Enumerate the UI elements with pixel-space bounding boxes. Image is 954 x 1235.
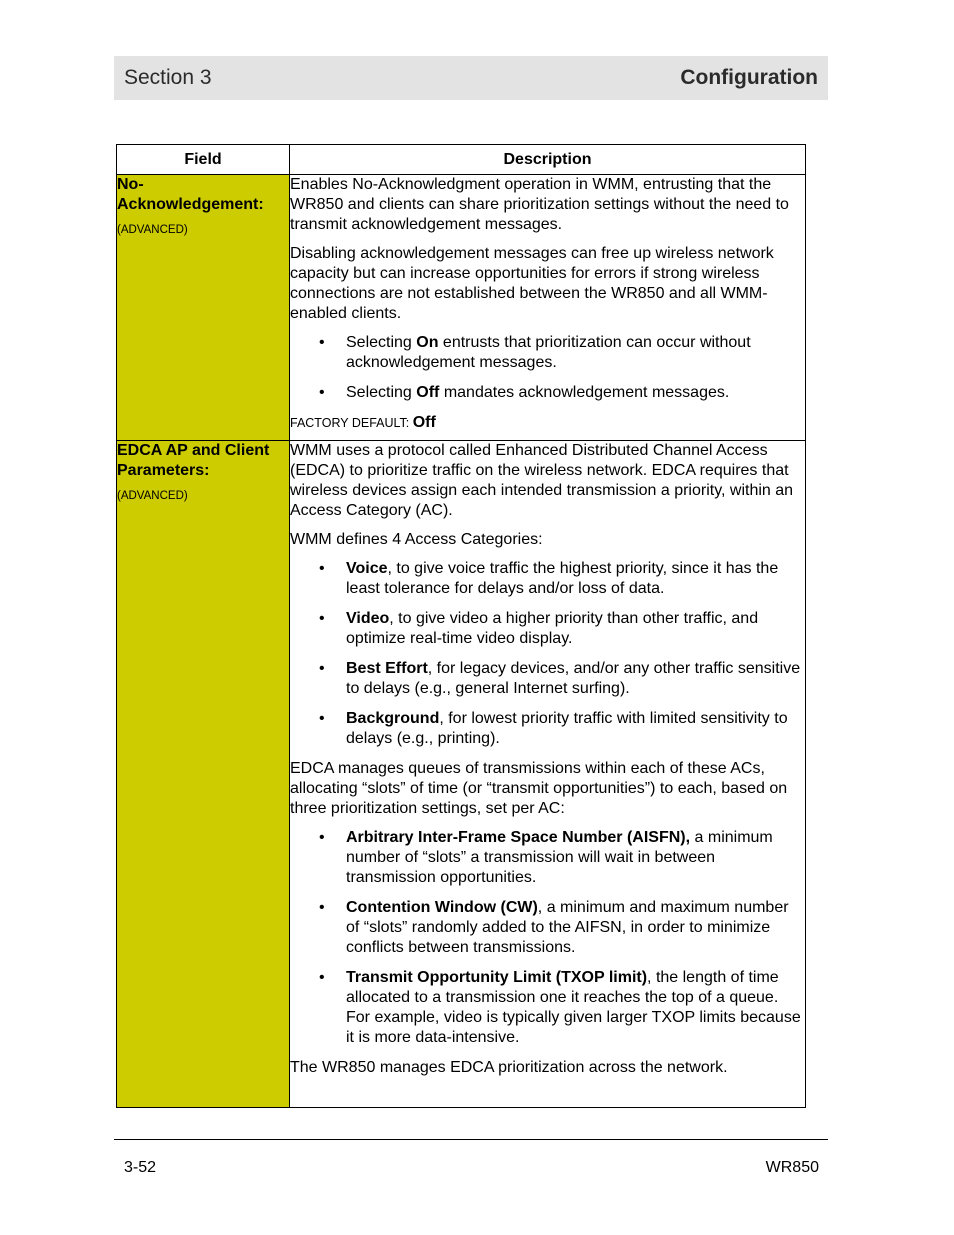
bullet-icon: • bbox=[319, 384, 325, 401]
bullet-icon: • bbox=[319, 660, 325, 677]
field-name: No-Acknowledgement: bbox=[117, 176, 264, 213]
bullet-icon: • bbox=[319, 969, 325, 986]
table-row bbox=[117, 175, 806, 441]
page-number: 3-52 bbox=[124, 1159, 157, 1176]
table-row bbox=[117, 441, 806, 1108]
list-item: • Arbitrary Inter-Frame Space Number (AISFN), a minimum number of “slots” a transmission will wait in between transmission opportunities. bbox=[319, 829, 773, 886]
footer-divider bbox=[114, 1139, 828, 1140]
bullet-icon: • bbox=[319, 560, 325, 577]
chapter-title: Configuration bbox=[680, 66, 818, 89]
list-item: • Contention Window (CW), a minimum and maximum number of “slots” randomly added to the AIFSN, in order to minimize conflicts between transmissions. bbox=[319, 899, 789, 956]
bullet-icon: • bbox=[319, 899, 325, 916]
bullet-icon: • bbox=[319, 710, 325, 727]
page-header bbox=[114, 56, 828, 100]
field-cell bbox=[117, 175, 290, 441]
description-paragraph: WMM uses a protocol called Enhanced Distributed Channel Access (EDCA) to prioritize traffic on the wireless network. EDCA requires that wireless devices assign each intended transmission a priority, within an Access Category (AC). bbox=[290, 442, 794, 519]
description-cell bbox=[290, 175, 806, 441]
list-item: • Transmit Opportunity Limit (TXOP limit), the length of time allocated to a transmission one it reaches the top of a queue. For example, video is typically given larger TXOP limits because it is more data-intensive. bbox=[319, 969, 801, 1046]
factory-default: FACTORY DEFAULT: Off bbox=[290, 414, 436, 431]
description-cell bbox=[290, 441, 806, 1108]
list-item: • Background, for lowest priority traffic with limited sensitivity to delays (e.g., printing). bbox=[319, 710, 788, 747]
advanced-tag: (ADVANCED) bbox=[117, 224, 188, 236]
bullet-icon: • bbox=[319, 610, 325, 627]
description-paragraph: Disabling acknowledgement messages can free up wireless network capacity but can increase opportunities for errors if strong wireless connections are not established between the WR850 and all WMM-enabled clients. bbox=[290, 245, 774, 322]
field-cell bbox=[117, 441, 290, 1108]
access-category-list bbox=[290, 559, 805, 749]
column-header-field: Field bbox=[117, 145, 290, 175]
list-item: • Voice, to give voice traffic the highest priority, since it has the least tolerance for delays and/or loss of data. bbox=[319, 560, 779, 597]
field-name: EDCA AP and Client Parameters: bbox=[117, 442, 270, 479]
field-description-table bbox=[116, 144, 806, 1108]
description-paragraph: The WR850 manages EDCA prioritization across the network. bbox=[290, 1059, 728, 1076]
advanced-tag: (ADVANCED) bbox=[117, 490, 188, 502]
column-header-description: Description bbox=[290, 145, 806, 175]
product-name: WR850 bbox=[765, 1159, 819, 1176]
description-paragraph: EDCA manages queues of transmissions within each of these ACs, allocating “slots” of time (or “transmit opportunities”) to each, based on three prioritization settings, set per AC: bbox=[290, 760, 788, 817]
description-paragraph: WMM defines 4 Access Categories: bbox=[290, 531, 543, 548]
table-header-row bbox=[117, 145, 806, 175]
bullet-icon: • bbox=[319, 829, 325, 846]
default-value: Off bbox=[412, 414, 436, 431]
option-list bbox=[290, 333, 805, 403]
list-item: • Best Effort, for legacy devices, and/or any other traffic sensitive to delays (e.g., general Internet surfing). bbox=[319, 660, 801, 697]
section-label: Section 3 bbox=[124, 66, 212, 89]
prioritization-settings-list bbox=[290, 828, 805, 1048]
bullet-icon: • bbox=[319, 334, 325, 351]
list-item: • Selecting Off mandates acknowledgement messages. bbox=[319, 384, 730, 401]
list-item: • Video, to give video a higher priority than other traffic, and optimize real-time video display. bbox=[319, 610, 759, 647]
description-paragraph: Enables No-Acknowledgment operation in WMM, entrusting that the WR850 and clients can share prioritization settings without the need to transmit acknowledgement messages. bbox=[290, 176, 789, 233]
list-item: • Selecting On entrusts that prioritization can occur without acknowledgement messages. bbox=[319, 334, 751, 371]
